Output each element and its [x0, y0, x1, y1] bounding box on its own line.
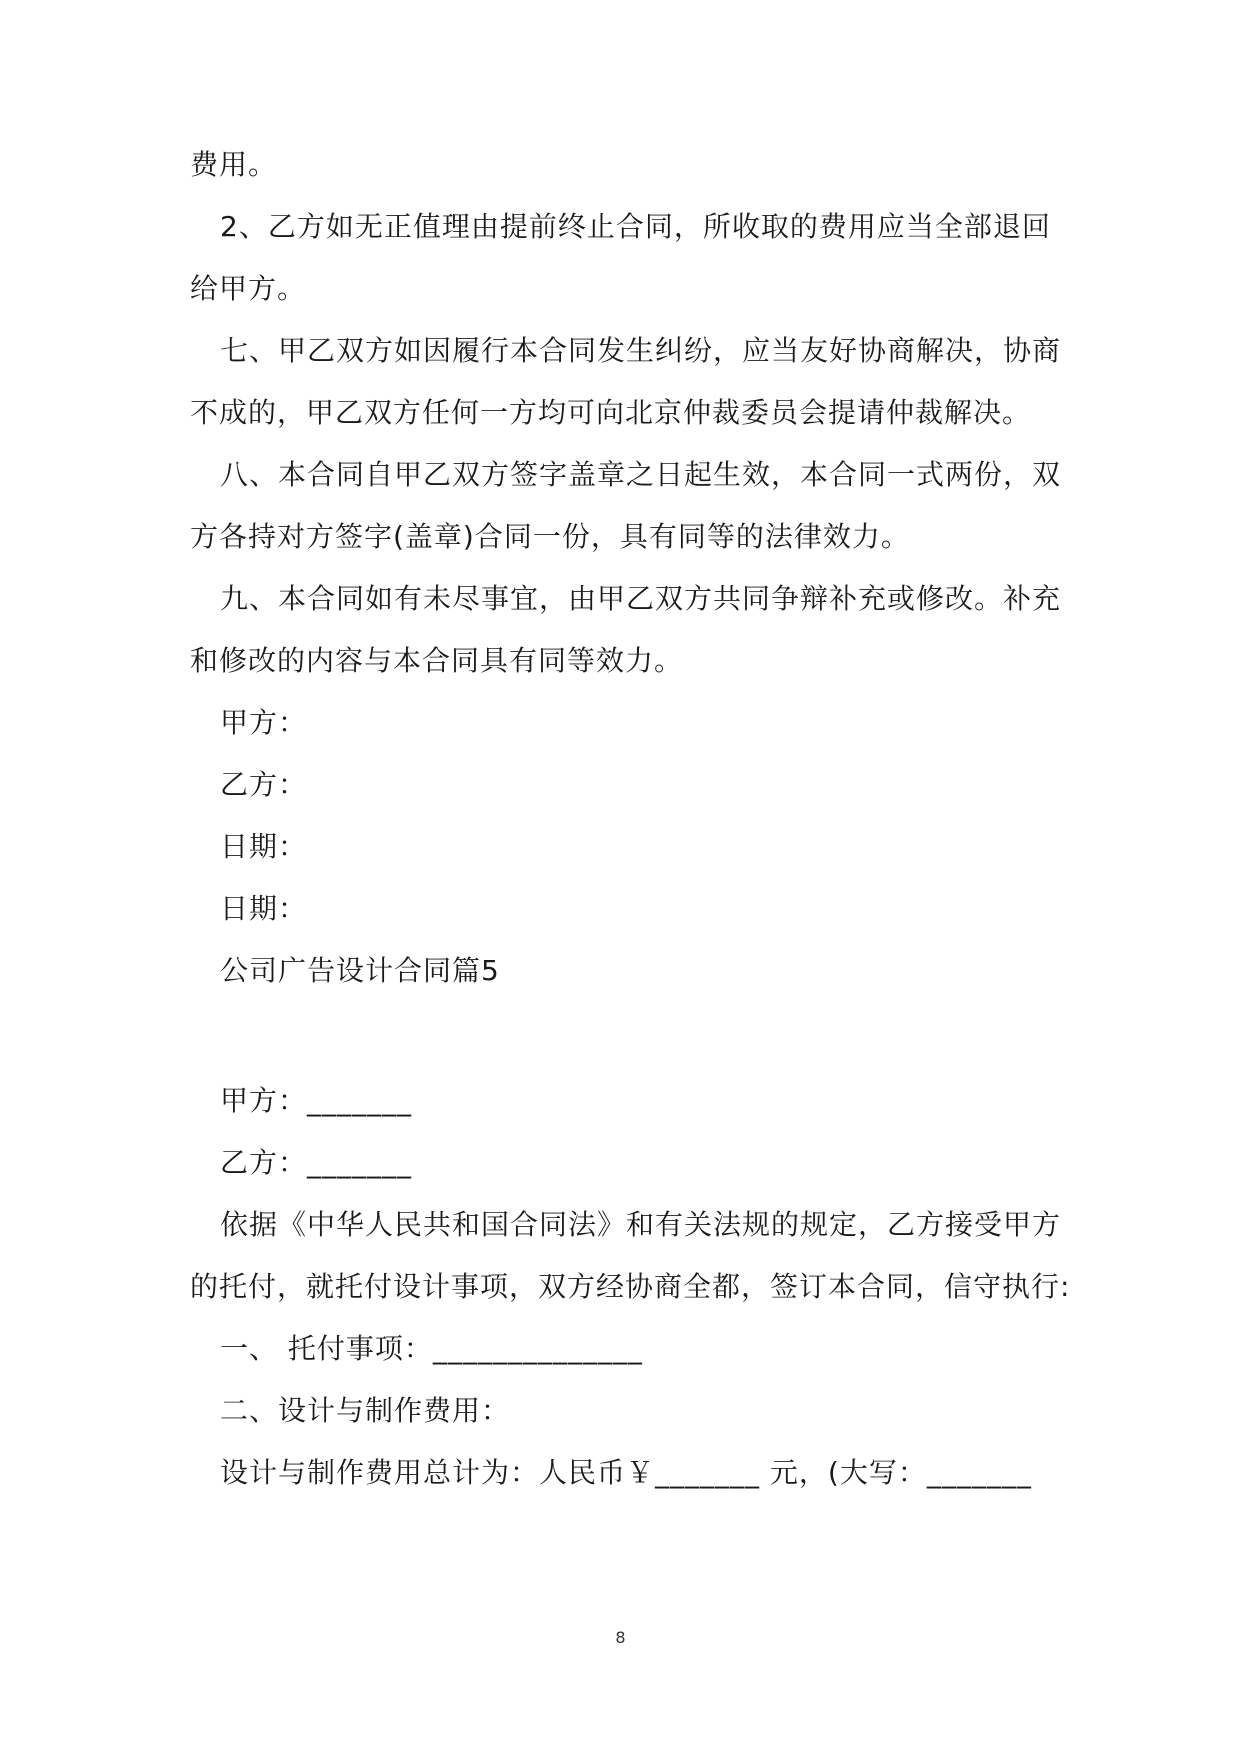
date-line: 日期：: [220, 830, 308, 863]
paragraph-line: 的托付，就托付设计事项，双方经协商全都，签订本合同，信守执行:: [190, 1270, 1071, 1303]
fee-line: 设计与制作费用总计为：人民币￥_______ 元，(大写：_______: [220, 1456, 1032, 1489]
paragraph-line: 九、本合同如有未尽事宜，由甲乙双方共同争辩补充或修改。补充: [220, 582, 1062, 615]
paragraph-line: 2、乙方如无正值理由提前终止合同，所收取的费用应当全部退回: [220, 210, 1051, 243]
clause-line: 一、 托付事项：______________: [220, 1332, 643, 1365]
paragraph-line: 和修改的内容与本合同具有同等效力。: [190, 644, 684, 677]
date-line: 日期：: [220, 892, 308, 925]
paragraph-line: 费用。: [190, 148, 278, 181]
paragraph-line: 八、本合同自甲乙双方签字盖章之日起生效，本合同一式两份，双: [220, 458, 1062, 491]
clause-line: 二、设计与制作费用：: [220, 1394, 511, 1427]
paragraph-line: 七、甲乙双方如因履行本合同发生纠纷，应当友好协商解决，协商: [220, 334, 1062, 367]
party-b-signature-line: 乙方：: [220, 768, 308, 801]
party-b-line: 乙方：_______: [220, 1146, 413, 1179]
paragraph-line: 依据《中华人民共和国合同法》和有关法规的规定，乙方接受甲方: [220, 1208, 1062, 1241]
paragraph-line: 不成的，甲乙双方任何一方均可向北京仲裁委员会提请仲裁解决。: [190, 396, 1032, 429]
paragraph-line: 给甲方。: [190, 272, 307, 305]
section-heading: 公司广告设计合同篇5: [220, 954, 500, 987]
page-number: 8: [615, 1628, 626, 1647]
paragraph-line: 方各持对方签字(盖章)合同一份，具有同等的法律效力。: [190, 520, 910, 553]
party-a-line: 甲方：_______: [220, 1084, 413, 1117]
party-a-signature-line: 甲方：: [220, 706, 308, 739]
